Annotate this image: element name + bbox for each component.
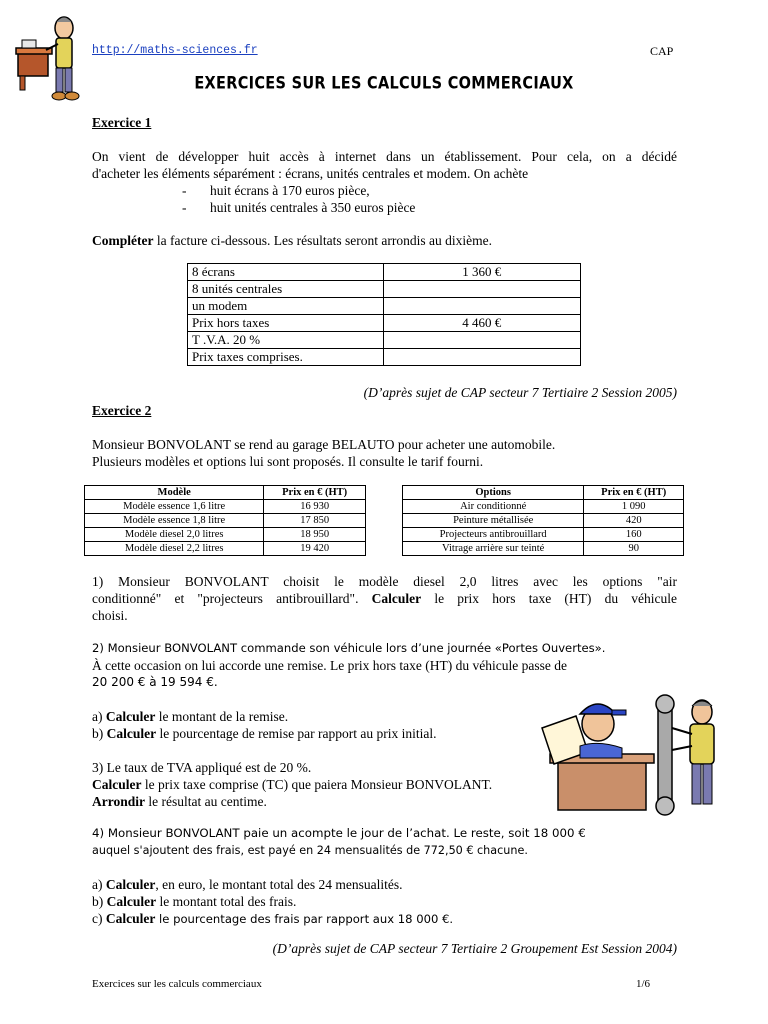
exercise-2-intro xyxy=(92,436,677,470)
list-item: - huit unités centrales à 350 euros pièce xyxy=(182,200,416,215)
question-line: À cette occasion on lui accorde une remise. Le prix hors taxe (HT) du véhicule passe de xyxy=(92,658,567,673)
question-line: Calculer le prix taxe comprise (TC) que paiera Monsieur BONVOLANT. xyxy=(92,777,493,792)
teacher-illustration xyxy=(14,12,86,104)
options-table-cell: Projecteurs antibrouillard xyxy=(403,528,584,542)
question-line: conditionné" et "projecteurs antibrouillard". Calculer le prix hors taxe (HT) du véhicule xyxy=(92,591,678,606)
question-line: choisi. xyxy=(92,608,128,623)
question-line: 4) Monsieur BONVOLANT paie un acompte le jour de l’achat. Le reste, soit 18 000 € xyxy=(92,826,586,840)
page-title: EXERCICES SUR LES CALCULS COMMERCIAUX xyxy=(194,74,574,94)
question-line: Arrondir le résultat au centime. xyxy=(92,794,267,809)
question-2-parts xyxy=(92,708,437,742)
models-table-header-cell: Prix en € (HT) xyxy=(264,486,366,500)
question-line: 3) Le taux de TVA appliqué est de 20 %. xyxy=(92,760,312,775)
invoice-value-cell xyxy=(383,349,580,366)
page-number: 1/6 xyxy=(636,978,651,990)
options-table-header-cell: Prix en € (HT) xyxy=(584,486,684,500)
mechanic-illustration xyxy=(536,688,726,816)
invoice-label-cell: un modem xyxy=(188,298,384,315)
invoice-value-cell: 4 460 € xyxy=(383,315,580,332)
invoice-row xyxy=(188,349,581,366)
site-url-link[interactable]: http://maths-sciences.fr xyxy=(92,44,258,57)
table-row xyxy=(403,542,684,556)
invoice-row xyxy=(188,264,581,281)
invoice-row xyxy=(188,332,581,349)
table-row xyxy=(85,542,366,556)
options-table-cell: Vitrage arrière sur teinté xyxy=(403,542,584,556)
intro-line: On vient de développer huit accès à internet dans un établissement. Pour cela, on a décidé xyxy=(92,149,677,164)
intro-line: Plusieurs modèles et options lui sont proposés. Il consulte le tarif fourni. xyxy=(92,454,484,469)
invoice-label-cell: 8 unités centrales xyxy=(188,281,384,298)
table-row xyxy=(85,528,366,542)
models-table-cell: Modèle diesel 2,0 litres xyxy=(85,528,264,542)
table-row xyxy=(85,500,366,514)
invoice-row xyxy=(188,298,581,315)
options-table-cell: Peinture métallisée xyxy=(403,514,584,528)
question-2 xyxy=(92,640,677,691)
invoice-row xyxy=(188,281,581,298)
options-price-table xyxy=(402,485,684,556)
options-table-cell: Air conditionné xyxy=(403,500,584,514)
question-part: b) Calculer le montant total des frais. xyxy=(92,894,297,909)
question-part: c) Calculer le pourcentage des frais par rapport aux 18 000 €. xyxy=(92,911,454,926)
options-table-cell: 420 xyxy=(584,514,684,528)
table-row xyxy=(403,514,684,528)
intro-line: Monsieur BONVOLANT se rend au garage BELAUTO pour acheter une automobile. xyxy=(92,437,556,452)
models-table-cell: Modèle diesel 2,2 litres xyxy=(85,542,264,556)
exercise-1-heading: Exercice 1 xyxy=(92,115,152,130)
models-table-cell: 16 930 xyxy=(264,500,366,514)
table-row xyxy=(85,514,366,528)
question-1 xyxy=(92,573,677,624)
models-table-cell: 19 420 xyxy=(264,542,366,556)
models-table-header-cell: Modèle xyxy=(85,486,264,500)
question-part: a) Calculer, en euro, le montant total des 24 mensualités. xyxy=(92,877,403,892)
question-line: 1) Monsieur BONVOLANT choisit le modèle diesel 2,0 litres avec les options "air xyxy=(92,574,677,589)
models-table-cell: 18 950 xyxy=(264,528,366,542)
question-4 xyxy=(92,825,677,859)
bullet-list xyxy=(182,182,415,216)
invoice-label-cell: Prix hors taxes xyxy=(188,315,384,332)
exercise-1-instruction: Compléter la facture ci-dessous. Les résultats seront arrondis au dixième. xyxy=(92,233,492,248)
invoice-label-cell: T .V.A. 20 % xyxy=(188,332,384,349)
intro-line: d'acheter les éléments séparément : écrans, unités centrales et modem. On achète xyxy=(92,166,529,181)
list-item: - huit écrans à 170 euros pièce, xyxy=(182,183,370,198)
options-table-cell: 90 xyxy=(584,542,684,556)
exercise-2-source: (D’après sujet de CAP secteur 7 Tertiaire 2 Groupement Est Session 2004) xyxy=(272,941,677,956)
question-line: 20 200 € à 19 594 €. xyxy=(92,675,218,689)
invoice-value-cell xyxy=(383,332,580,349)
invoice-row xyxy=(188,315,581,332)
table-row xyxy=(403,500,684,514)
invoice-label-cell: Prix taxes comprises. xyxy=(188,349,384,366)
question-line: auquel s'ajoutent des frais, est payé en 24 mensualités de 772,50 € chacune. xyxy=(92,844,528,857)
question-part: b) Calculer le pourcentage de remise par rapport au prix initial. xyxy=(92,726,437,741)
invoice-value-cell xyxy=(383,298,580,315)
invoice-label-cell: 8 écrans xyxy=(188,264,384,281)
invoice-value-cell xyxy=(383,281,580,298)
footer-title: Exercices sur les calculs commerciaux xyxy=(92,978,262,990)
invoice-value-cell: 1 360 € xyxy=(383,264,580,281)
table-row xyxy=(403,528,684,542)
level-label: CAP xyxy=(650,44,674,58)
options-table-cell: 160 xyxy=(584,528,684,542)
models-table-cell: Modèle essence 1,6 litre xyxy=(85,500,264,514)
models-price-table xyxy=(84,485,366,556)
models-table-cell: 17 850 xyxy=(264,514,366,528)
question-3 xyxy=(92,759,492,810)
models-table-cell: Modèle essence 1,8 litre xyxy=(85,514,264,528)
options-table-cell: 1 090 xyxy=(584,500,684,514)
question-4-parts xyxy=(92,876,453,928)
exercise-1-source: (D’après sujet de CAP secteur 7 Tertiaire 2 Session 2005) xyxy=(363,385,677,400)
exercise-1-intro xyxy=(92,148,677,182)
question-line: 2) Monsieur BONVOLANT commande son véhicule lors d’une journée «Portes Ouvertes». xyxy=(92,641,606,655)
question-part: a) Calculer le montant de la remise. xyxy=(92,709,289,724)
invoice-table xyxy=(187,263,581,366)
instruction-verb: Compléter xyxy=(92,233,154,248)
options-table-header-cell: Options xyxy=(403,486,584,500)
exercise-2-heading: Exercice 2 xyxy=(92,403,152,418)
